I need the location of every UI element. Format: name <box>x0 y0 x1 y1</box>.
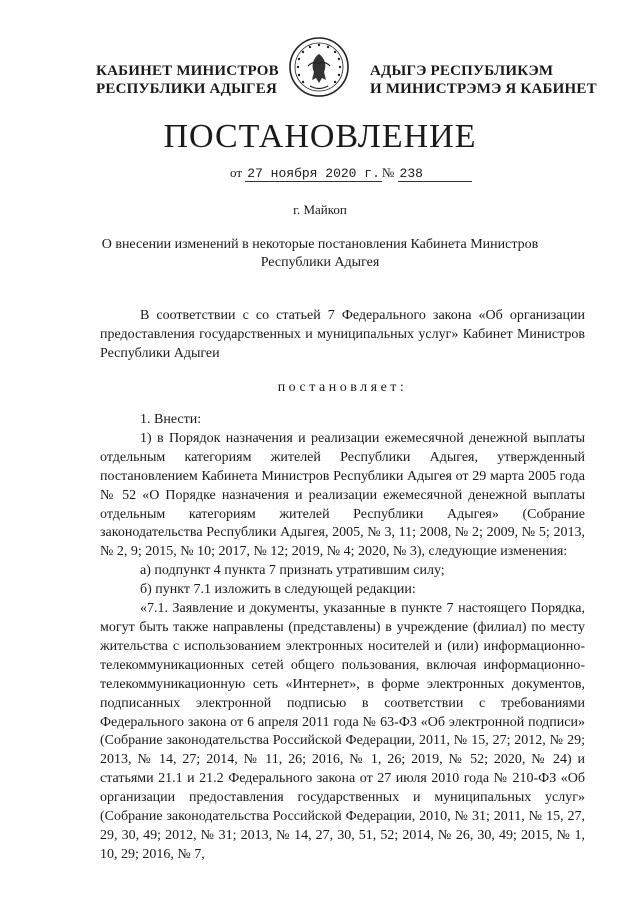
resolves-block <box>100 379 585 398</box>
document-title: ПОСТАНОВЛЕНИЕ <box>163 118 477 155</box>
resolves-word: постановляет: <box>277 380 408 395</box>
header-left <box>96 62 279 98</box>
paragraph: «7.1. Заявление и документы, указанные в пункте 7 настоящего Порядка, могут быть также направлены (представлены) в учреждение (филиал) по месту жительства с использованием электронных носителей и (или) информационно-телекоммуникационных сетей общего пользования, включая информационно-телекоммуникационную сеть «Интернет», в форме электронных документов, подписанных электронной подписью в соответствии с требованиями Федерального закона от 6 апреля 2011 года № 63-ФЗ «Об электронной подписи» (Собрание законодательства Российской Федерации, 2011, № 15, 27; 2012, № 29; 2013, № 14, 27; 2014, № 11, 26; 2016, № 1, 26; 2019, № 52; 2020, № 24) и статьями 21.1 и 21.2 Федерального закона от 27 июля 2010 года № 210-ФЗ «Об организации предоставления государственных и муниципальных услуг» (Собрание законодательства Российской Федерации, 2010, № 31; 2011, № 15, 27, 29, 30, 49; 2012, № 31; 2013, № 14, 27, 30, 51, 52; 2014, № 26, 30, 49; 2015, № 1, 10, 29; 2016, № 7, <box>100 601 585 862</box>
paragraph: 1. Внести: <box>140 412 202 427</box>
date-prefix: от <box>230 165 243 180</box>
paragraph: 1) в Порядок назначения и реализации ежемесячной денежной выплаты отдельным категориям жителей Республики Адыгея, утвержденный постановлением Кабинета Министров Республики Адыгея от 29 марта 2005 года № 52 «О Порядке назначения и реализации ежемесячной денежной выплаты отдельным категориям жителей Республики Адыгея» (Собрание законодательства Республики Адыгея, 2005, № 3, 11; 2008, № 2; 2009, № 5; 2013, № 2, 9; 2015, № 10; 2017, № 12; 2019, № 4; 2020, № 3), следующие изменения: <box>100 430 585 560</box>
preamble-block <box>100 307 585 364</box>
header-right-line1: АДЫГЭ РЕСПУБЛИКЭМ <box>370 63 554 79</box>
document-subject: О внесении изменений в некоторые постановления Кабинета Министров Республики Адыгея <box>101 237 539 270</box>
header-right-line2: И МИНИСТРЭМЭ Я КАБИНЕТ <box>370 81 597 97</box>
preamble-text: В соответствии с со статьей 7 Федерального закона «Об организации предоставления государственных и муниципальных услуг» Кабинет Министров Республики Адыгеи <box>100 308 585 361</box>
document-date: 27 ноября 2020 г. <box>247 166 380 181</box>
header-left-line2: РЕСПУБЛИКИ АДЫГЕЯ <box>96 81 278 97</box>
paragraph: б) пункт 7.1 изложить в следующей редакции: <box>140 582 416 598</box>
city-line: г. Майкоп <box>293 202 347 217</box>
document-number: 238 <box>398 166 472 182</box>
header-left-line1: КАБИНЕТ МИНИСТРОВ <box>96 63 279 79</box>
paragraph: а) подпункт 4 пункта 7 признать утратившим силу; <box>140 563 445 579</box>
main-text <box>100 411 585 865</box>
date-number-line <box>230 165 490 182</box>
coat-of-arms-emblem <box>288 36 350 98</box>
header-right <box>370 62 597 98</box>
number-prefix: № <box>381 165 395 180</box>
